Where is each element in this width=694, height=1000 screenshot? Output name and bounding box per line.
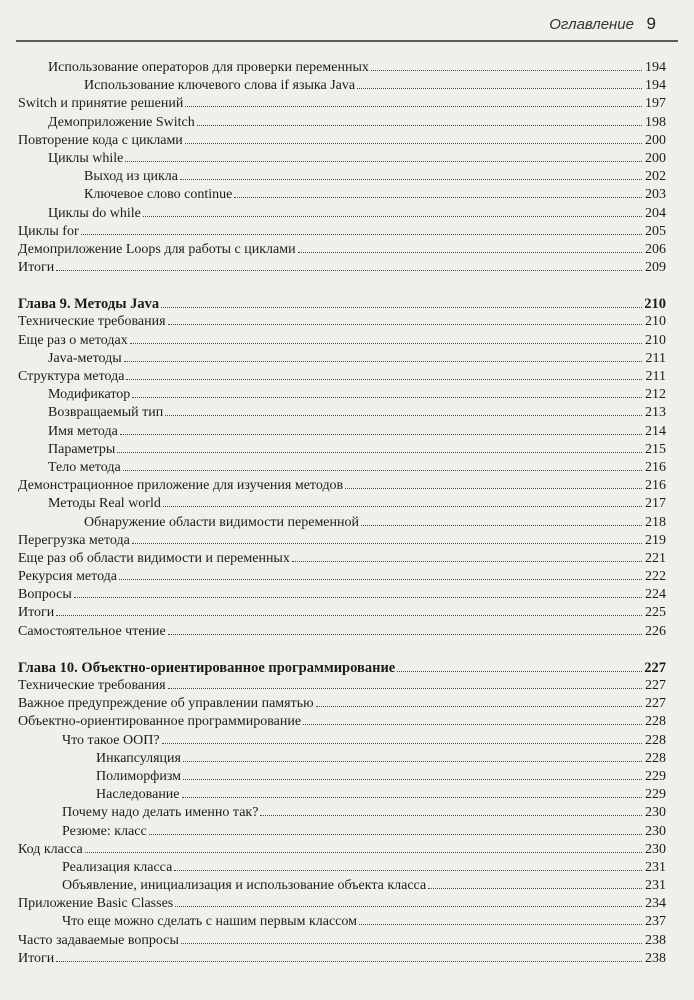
toc-entry-title: Повторение кода с циклами: [18, 132, 183, 148]
toc-entry-page: 194: [645, 78, 666, 94]
chapter-10-heading[interactable]: [0, 659, 694, 677]
toc-entry-title: Объектно-ориентированное программирование: [18, 714, 302, 730]
toc-entry-page: 211: [645, 369, 666, 384]
toc-entry-page: 237: [645, 914, 666, 930]
toc-entry[interactable]: [0, 313, 694, 331]
toc-entry-page: 212: [645, 387, 666, 403]
dot-leader: [126, 375, 642, 380]
toc-entry-page: 238: [645, 950, 666, 966]
toc-entry-page: 203: [645, 187, 666, 203]
toc-entry[interactable]: [0, 604, 694, 622]
toc-entry[interactable]: [0, 241, 694, 259]
toc-entry-page: 228: [645, 714, 666, 730]
toc-entry[interactable]: [0, 150, 694, 168]
toc-entry-page: 238: [645, 932, 666, 948]
page-header: [0, 0, 694, 48]
spacer: [0, 641, 694, 659]
toc-group-3: [0, 677, 694, 968]
toc-entry-page: 194: [645, 60, 666, 75]
spacer: [0, 277, 694, 295]
dot-leader: [56, 957, 642, 962]
dot-leader: [197, 121, 642, 126]
toc-entry[interactable]: [0, 786, 694, 804]
toc-entry[interactable]: [0, 568, 694, 586]
toc-entry-page: 198: [645, 114, 666, 130]
toc-entry-title: Switch и принятие решений: [18, 96, 184, 112]
toc-entry[interactable]: [0, 823, 694, 841]
dot-leader: [168, 630, 642, 635]
toc-entry-page: 219: [645, 532, 666, 548]
toc-entry-title: Перегрузка метода: [18, 532, 130, 548]
toc-entry[interactable]: [0, 459, 694, 477]
toc-entry[interactable]: [0, 404, 694, 422]
toc-entry-page: 211: [645, 350, 666, 366]
toc-entry-title: Рекурсия метода: [18, 569, 118, 585]
toc-entry-title: Демоприложение Switch: [48, 114, 195, 130]
dot-leader: [183, 757, 642, 762]
toc-entry-page: 226: [645, 623, 666, 639]
toc-entry-page: 234: [645, 896, 666, 912]
toc-entry-title: Java-методы: [48, 350, 122, 366]
toc-entry-title: Тело метода: [48, 459, 121, 475]
toc-entry-title: Приложение Basic Classes: [18, 896, 174, 912]
toc-entry[interactable]: [0, 895, 694, 913]
toc-entry-title: Самостоятельное чтение: [18, 623, 166, 639]
running-title: Оглавление: [549, 16, 634, 33]
dot-leader: [292, 557, 642, 562]
toc-entry[interactable]: [0, 713, 694, 731]
toc-entry[interactable]: [0, 423, 694, 441]
toc-entry-title: Итоги: [18, 260, 55, 276]
toc-entry-title: Наследование: [96, 787, 180, 803]
chapter-9-heading[interactable]: [0, 295, 694, 313]
toc-entry[interactable]: [0, 532, 694, 550]
toc-entry[interactable]: [0, 514, 694, 532]
toc-entry-title: Ключевое слово continue: [84, 187, 233, 203]
toc-entry[interactable]: [0, 259, 694, 277]
toc-entry[interactable]: [0, 677, 694, 695]
toc-entry-title: Циклы do while: [48, 205, 141, 221]
toc-entry-page: 213: [645, 405, 666, 421]
dot-leader: [174, 866, 642, 871]
toc-entry-page: 224: [645, 587, 666, 603]
toc-entry[interactable]: [0, 350, 694, 368]
toc-entry-page: 216: [645, 478, 666, 494]
toc-entry-page: 222: [645, 569, 666, 585]
toc-entry[interactable]: [0, 386, 694, 404]
toc-entry[interactable]: [0, 768, 694, 786]
dot-leader: [143, 212, 642, 217]
page-number: 9: [646, 14, 656, 33]
toc-entry-title: Использование операторов для проверки переменных: [48, 60, 369, 75]
toc-entry-page: 227: [645, 678, 666, 693]
toc-entry-title: Реализация класса: [62, 859, 173, 875]
dot-leader: [123, 466, 642, 471]
toc-entry-title: Возвращаемый тип: [48, 405, 164, 421]
dot-leader: [81, 230, 642, 235]
toc-entry[interactable]: [0, 950, 694, 968]
dot-leader: [185, 139, 642, 144]
dot-leader: [165, 411, 642, 416]
dot-leader: [162, 739, 642, 744]
toc-entry-title: Имя метода: [48, 423, 118, 439]
dot-leader: [56, 266, 642, 271]
toc-entry[interactable]: [0, 550, 694, 568]
toc-entry-page: 231: [645, 878, 666, 894]
dot-leader: [85, 848, 642, 853]
chapter-title: Глава 9. Методы Java: [18, 296, 160, 313]
dot-leader: [125, 157, 642, 162]
toc-entry-title: Инкапсуляция: [96, 750, 181, 766]
toc-entry-page: 202: [645, 169, 666, 185]
table-of-contents: [0, 59, 694, 968]
toc-entry-page: 217: [645, 496, 666, 512]
toc-entry-title: Еще раз об области видимости и переменных: [18, 550, 290, 566]
dot-leader: [359, 920, 642, 925]
toc-entry[interactable]: [0, 495, 694, 513]
dot-leader: [130, 339, 642, 344]
toc-entry-page: 229: [645, 768, 666, 784]
toc-entry[interactable]: [0, 95, 694, 113]
toc-entry-title: Резюме: класс: [62, 823, 147, 839]
toc-entry[interactable]: [0, 77, 694, 95]
dot-leader: [132, 393, 642, 398]
toc-entry[interactable]: [0, 859, 694, 877]
dot-leader: [120, 430, 642, 435]
dot-leader: [397, 667, 642, 672]
toc-entry-page: 209: [645, 260, 666, 276]
toc-entry-title: Полиморфизм: [96, 768, 182, 784]
toc-entry-title: Выход из цикла: [84, 169, 178, 185]
toc-entry-page: 205: [645, 223, 666, 239]
toc-entry-title: Структура метода: [18, 369, 125, 384]
toc-entry[interactable]: [0, 877, 694, 895]
dot-leader: [168, 684, 642, 689]
toc-entry-page: 216: [645, 459, 666, 475]
toc-group-1: [0, 59, 694, 277]
toc-entry-title: Итоги: [18, 605, 55, 621]
dot-leader: [74, 593, 642, 598]
dot-leader: [345, 484, 642, 489]
toc-entry[interactable]: [0, 586, 694, 604]
dot-leader: [182, 793, 642, 798]
dot-leader: [168, 320, 642, 325]
dot-leader: [117, 448, 642, 453]
toc-entry-title: Что такое ООП?: [62, 732, 160, 748]
toc-entry-title: Код класса: [18, 841, 83, 857]
toc-entry-title: Циклы for: [18, 223, 79, 239]
toc-entry[interactable]: [0, 223, 694, 241]
dot-leader: [303, 720, 642, 725]
chapter-page: 210: [644, 296, 666, 313]
toc-group-2: [0, 313, 694, 640]
dot-leader: [180, 175, 642, 180]
toc-entry-title: Параметры: [48, 441, 116, 457]
dot-leader: [161, 303, 642, 308]
toc-entry-page: 210: [645, 314, 666, 330]
toc-entry[interactable]: [0, 913, 694, 931]
toc-entry-page: 215: [645, 441, 666, 457]
toc-entry-page: 200: [645, 150, 666, 166]
toc-entry-page: 210: [645, 332, 666, 348]
toc-entry-title: Важное предупреждение об управлении памятью: [18, 696, 314, 712]
toc-entry[interactable]: [0, 623, 694, 641]
toc-entry[interactable]: [0, 804, 694, 822]
toc-entry[interactable]: [0, 59, 694, 77]
toc-entry[interactable]: [0, 750, 694, 768]
toc-entry-page: 200: [645, 132, 666, 148]
dot-leader: [124, 357, 642, 362]
dot-leader: [234, 193, 642, 198]
toc-entry[interactable]: [0, 332, 694, 350]
dot-leader: [371, 66, 642, 71]
dot-leader: [428, 884, 642, 889]
toc-entry-title: Технические требования: [18, 678, 166, 693]
chapter-title: Глава 10. Объектно-ориентированное программирование: [18, 659, 396, 676]
toc-entry-page: 228: [645, 750, 666, 766]
toc-entry-page: 218: [645, 514, 666, 530]
dot-leader: [132, 539, 642, 544]
toc-entry[interactable]: [0, 477, 694, 495]
toc-entry[interactable]: [0, 732, 694, 750]
toc-entry-title: Демоприложение Loops для работы с циклами: [18, 241, 296, 257]
chapter-page: 227: [644, 659, 666, 676]
toc-entry-title: Методы Real world: [48, 496, 161, 512]
toc-entry-page: 197: [645, 96, 666, 112]
toc-entry[interactable]: [0, 932, 694, 950]
dot-leader: [56, 611, 642, 616]
toc-entry-page: 230: [645, 805, 666, 821]
toc-entry-title: Демонстрационное приложение для изучения методов: [18, 478, 344, 494]
toc-entry-page: 214: [645, 423, 666, 439]
toc-entry-page: 225: [645, 605, 666, 621]
toc-entry-page: 230: [645, 823, 666, 839]
toc-entry-title: Итоги: [18, 950, 55, 966]
toc-entry-title: Вопросы: [18, 587, 72, 603]
toc-entry[interactable]: [0, 114, 694, 132]
toc-entry-title: Модификатор: [48, 387, 131, 403]
toc-entry-page: 228: [645, 732, 666, 748]
dot-leader: [316, 702, 642, 707]
dot-leader: [181, 939, 642, 944]
dot-leader: [361, 521, 642, 526]
toc-entry[interactable]: [0, 695, 694, 713]
dot-leader: [185, 102, 642, 107]
toc-entry-page: 206: [645, 241, 666, 257]
dot-leader: [175, 902, 642, 907]
toc-entry[interactable]: [0, 132, 694, 150]
toc-entry-page: 229: [645, 787, 666, 803]
toc-entry-page: 221: [645, 550, 666, 566]
toc-entry[interactable]: [0, 368, 694, 386]
toc-entry[interactable]: [0, 168, 694, 186]
dot-leader: [183, 775, 642, 780]
dot-leader: [163, 502, 642, 507]
toc-entry[interactable]: [0, 841, 694, 859]
toc-entry[interactable]: [0, 186, 694, 204]
toc-entry-title: Почему надо делать именно так?: [62, 805, 259, 821]
toc-entry-title: Использование ключевого слова if языка Java: [84, 78, 356, 94]
toc-entry-page: 230: [645, 841, 666, 857]
toc-entry-title: Что еще можно сделать с нашим первым классом: [62, 914, 357, 930]
dot-leader: [357, 84, 642, 89]
toc-entry-title: Объявление, инициализация и использование объекта класса: [62, 878, 427, 894]
dot-leader: [119, 575, 642, 580]
toc-entry-title: Еще раз о методах: [18, 332, 128, 348]
toc-entry-title: Часто задаваемые вопросы: [18, 932, 179, 948]
header-rule: [16, 40, 678, 42]
toc-entry[interactable]: [0, 441, 694, 459]
dot-leader: [298, 248, 642, 253]
toc-entry-page: 231: [645, 859, 666, 875]
toc-entry[interactable]: [0, 205, 694, 223]
dot-leader: [260, 811, 642, 816]
toc-entry-page: 227: [645, 696, 666, 712]
toc-entry-page: 204: [645, 205, 666, 221]
toc-entry-title: Технические требования: [18, 314, 166, 330]
toc-entry-title: Циклы while: [48, 150, 124, 166]
toc-entry-title: Обнаружение области видимости переменной: [84, 514, 359, 530]
dot-leader: [149, 830, 642, 835]
